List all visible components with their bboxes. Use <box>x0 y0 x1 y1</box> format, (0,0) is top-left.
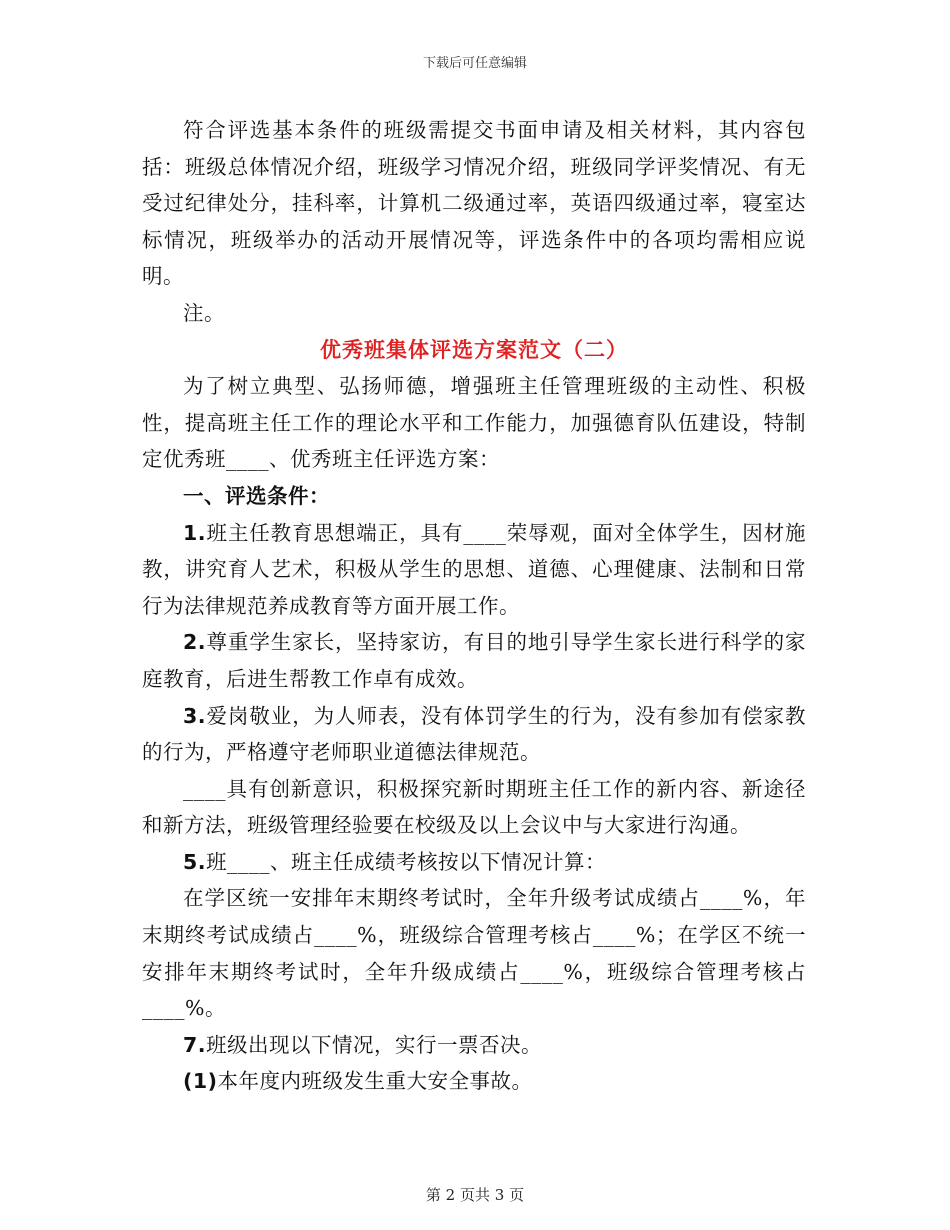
section-heading: 优秀班集体评选方案范文（二） <box>320 336 628 362</box>
criteria-item-2 <box>142 624 806 697</box>
item-number: 3. <box>183 703 207 728</box>
page-header: 下载后可任意编辑 <box>422 56 527 71</box>
item-text: 尊重学生家长，坚持家访，有目的地引导学生家长进行科学的家庭教育，后进生帮教工作卓有成效。 <box>142 630 806 691</box>
paragraph-application-materials: 符合评选基本条件的班级需提交书面申请及相关材料，其内容包括：班级总体情况介绍，班级学习情况介绍，班级同学评奖情况、有无受过纪律处分，挂科率，计算机二级通过率，英语四级通过率，寝室达标情况，班级举办的活动开展情况等，评选条件中的各项均需相应说明。 <box>142 118 806 289</box>
item-number: 2. <box>183 630 207 655</box>
paragraph-note: 注。 <box>183 300 225 325</box>
item-text: 班____、班主任成绩考核按以下情况计算： <box>206 849 607 874</box>
criteria-item-5-detail: 在学区统一安排年末期终考试时，全年升级考试成绩占____%，年末期终考试成绩占____%，班级综合管理考核占____%；在学区不统一安排年末期终考试时，全年升级成绩占____%，班级综合管理考核占____%。 <box>142 886 806 1021</box>
item-text: 班级出现以下情况，实行一票否决。 <box>206 1032 543 1057</box>
criteria-item-4: ____具有创新意识，积极探究新时期班主任工作的新内容、新途径和新方法，班级管理经验要在校级及以上会议中与大家进行沟通。 <box>142 776 806 838</box>
item-number: 7. <box>183 1032 207 1057</box>
subitem-number: (1) <box>183 1069 218 1094</box>
item-text: 班主任教育思想端正，具有____荣辱观，面对全体学生，因材施教，讲究育人艺术，积极从学生的思想、道德、心理健康、法制和日常行为法律规范养成教育等方面开展工作。 <box>142 520 806 618</box>
paragraph-intro: 为了树立典型、弘扬师德，增强班主任管理班级的主动性、积极性，提高班主任工作的理论水平和工作能力，加强德育队伍建设，特制定优秀班____、优秀班主任评选方案： <box>142 374 806 472</box>
item-number: 5. <box>183 849 207 874</box>
item-text: 爱岗敬业，为人师表，没有体罚学生的行为，没有参加有偿家教的行为，严格遵守老师职业道德法律规范。 <box>142 703 806 765</box>
subitem-text: 本年度内班级发生重大安全事故。 <box>217 1069 533 1094</box>
criteria-title: 一、评选条件： <box>183 483 330 508</box>
criteria-item-1 <box>142 515 806 625</box>
criteria-subitem-1 <box>142 1063 806 1100</box>
criteria-item-7 <box>142 1027 806 1064</box>
document-body <box>142 112 806 1100</box>
item-number: 1. <box>183 520 207 545</box>
criteria-item-5 <box>142 844 806 881</box>
page-footer: 第 2 页共 3 页 <box>425 1186 525 1204</box>
criteria-item-3 <box>142 698 806 771</box>
